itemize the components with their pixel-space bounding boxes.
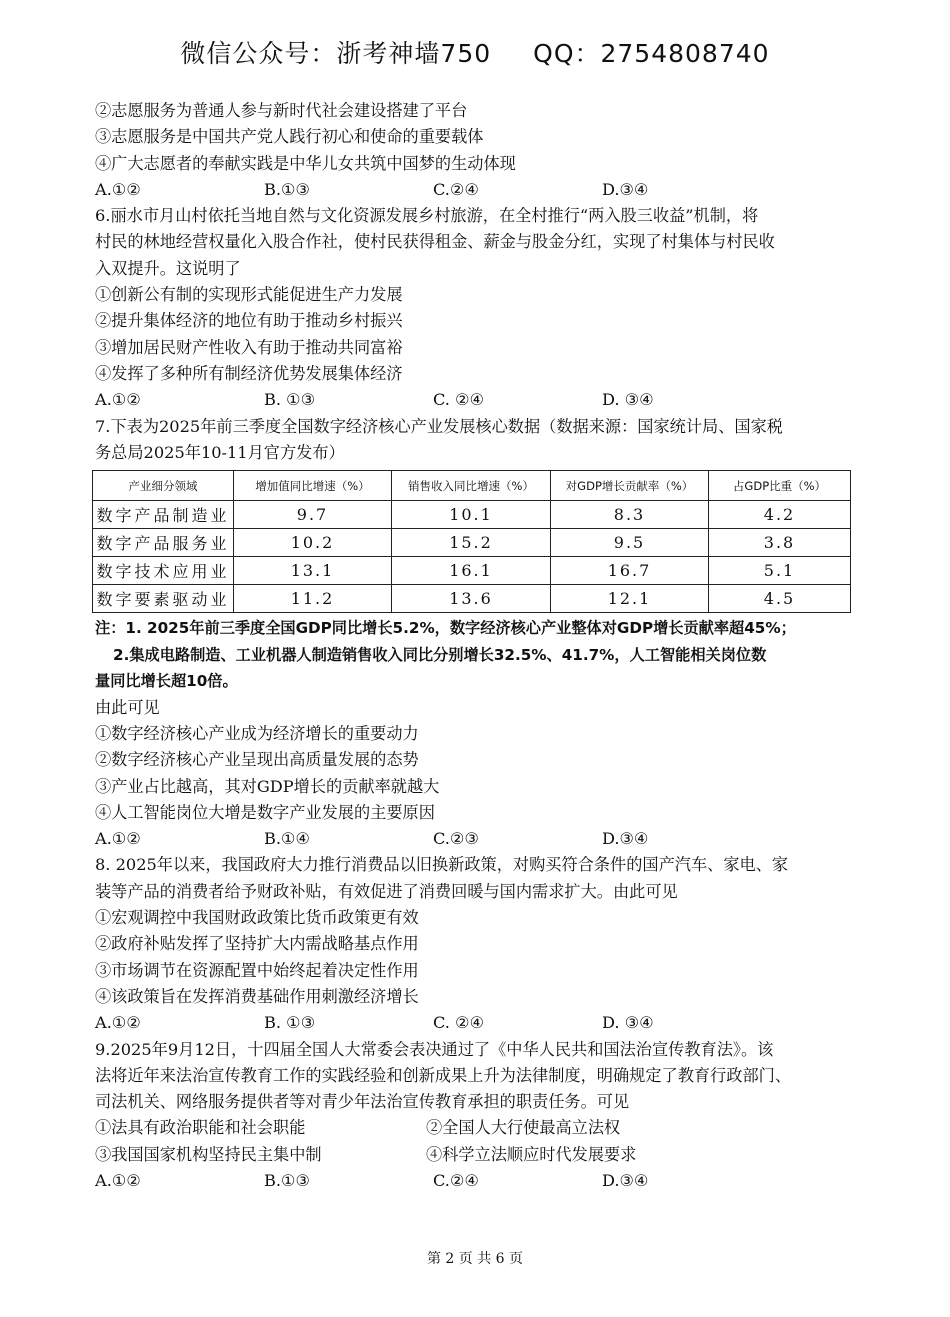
statement-pair	[95, 1142, 857, 1168]
statement: ②政府补贴发挥了坚持扩大内需战略基点作用	[95, 934, 419, 954]
question-stem: 务总局2025年10-11月官方发布）	[95, 442, 345, 462]
statement: ④广大志愿者的奉献实践是中华儿女共筑中国梦的生动体现	[95, 153, 516, 173]
question-6	[95, 203, 857, 413]
option-c: C.②③	[433, 829, 479, 849]
page-number: 第 2 页 共 6 页	[426, 1251, 524, 1267]
question-7	[95, 414, 857, 853]
answer-options	[95, 1168, 857, 1194]
note-line: 量同比增长超10倍。	[95, 672, 238, 691]
question-stem: 村民的林地经营权量化入股合作社，使村民获得租金、薪金与股金分红，实现了村集体与村民收	[95, 232, 775, 252]
page-header	[0, 34, 950, 70]
answer-options	[95, 1010, 857, 1036]
option-d: D.③④	[602, 1171, 649, 1190]
question-stem: 9.2025年9月12日，十四届全国人大常委会表决通过了《中华人民共和国法治宣传教育法》。该	[95, 1039, 774, 1059]
option-c: C.②④	[433, 1171, 479, 1190]
table-row	[93, 501, 851, 529]
data-table	[92, 470, 851, 613]
column-header: 占GDP比重（%）	[709, 471, 851, 501]
table-row	[93, 529, 851, 557]
question-stem: 6.丽水市月山村依托当地自然与文化资源发展乡村旅游，在全村推行“两入股三收益”机制，将	[95, 206, 759, 226]
table-cell: 11.2	[234, 585, 392, 613]
table-cell: 8.3	[551, 501, 709, 529]
option-d: D. ③④	[602, 390, 654, 410]
option-a: A.①②	[95, 1171, 141, 1190]
table-cell: 9.7	[234, 501, 392, 529]
statement: ①数字经济核心产业成为经济增长的重要动力	[95, 723, 419, 743]
table-cell: 数字产品制造业	[93, 501, 234, 529]
table-cell: 数字要素驱动业	[93, 585, 234, 613]
statement: ④该政策旨在发挥消费基础作用刺激经济增长	[95, 986, 419, 1006]
table-notes	[95, 615, 857, 695]
statement: ③志愿服务是中国共产党人践行初心和使命的重要载体	[95, 127, 484, 147]
option-b: B.①③	[264, 179, 311, 199]
wechat-account: 微信公众号：浙考神墙750	[180, 39, 492, 68]
statement: ④科学立法顺应时代发展要求	[426, 1144, 637, 1164]
statement: ③增加居民财产性收入有助于推动共同富裕	[95, 337, 403, 357]
option-b: B.①④	[264, 829, 311, 849]
statement: ②提升集体经济的地位有助于推动乡村振兴	[95, 311, 403, 331]
option-a: A.①②	[95, 1013, 141, 1033]
table-cell: 数字产品服务业	[93, 529, 234, 557]
question-stem: 法将近年来法治宣传教育工作的实践经验和创新成果上升为法律制度，明确规定了教育行政部门、	[95, 1065, 792, 1085]
statement: ②全国人大行使最高立法权	[426, 1118, 621, 1138]
statement-pair	[95, 1115, 857, 1141]
table-cell: 4.2	[709, 501, 851, 529]
statement: ①创新公有制的实现形式能促进生产力发展	[95, 285, 403, 305]
table-cell: 数字技术应用业	[93, 557, 234, 585]
option-d: D. ③④	[602, 1013, 654, 1033]
option-d: D.③④	[602, 829, 649, 849]
statement: ③我国国家机构坚持民主集中制	[95, 1144, 322, 1164]
qq-number: QQ：2754808740	[533, 39, 770, 68]
statement: ②数字经济核心产业呈现出高质量发展的态势	[95, 750, 419, 770]
question-stem: 7.下表为2025年前三季度全国数字经济核心产业发展核心数据（数据来源：国家统计局、国家税	[95, 416, 783, 436]
question-9	[95, 1037, 857, 1195]
table-cell: 12.1	[551, 585, 709, 613]
table-cell: 5.1	[709, 557, 851, 585]
table-cell: 13.6	[392, 585, 551, 613]
note-line: 注：1. 2025年前三季度全国GDP同比增长5.2%，数字经济核心产业整体对GDP增长贡献率超45%；	[95, 619, 796, 638]
table-cell: 15.2	[392, 529, 551, 557]
statement: ①法具有政治职能和社会职能	[95, 1118, 306, 1138]
table-cell: 9.5	[551, 529, 709, 557]
table-cell: 16.7	[551, 557, 709, 585]
option-c: C. ②④	[433, 1013, 485, 1033]
table-row	[93, 585, 851, 613]
note-line: 2.集成电路制造、工业机器人制造销售收入同比分别增长32.5%、41.7%，人工智能相关岗位数	[113, 645, 767, 664]
option-b: B. ①③	[264, 390, 316, 410]
answer-options	[95, 387, 857, 413]
question-lead: 由此可见	[95, 697, 160, 717]
table-cell: 13.1	[234, 557, 392, 585]
option-a: A.①②	[95, 179, 141, 199]
table-row	[93, 557, 851, 585]
statement: ③产业占比越高，其对GDP增长的贡献率就越大	[95, 776, 440, 796]
column-header: 销售收入同比增速（%）	[392, 471, 551, 501]
question-8	[95, 852, 857, 1036]
statement: ②志愿服务为普通人参与新时代社会建设搭建了平台	[95, 101, 468, 120]
table-cell: 4.5	[709, 585, 851, 613]
table-header-row	[93, 471, 851, 501]
option-c: C.②④	[433, 179, 479, 199]
column-header: 产业细分领域	[93, 471, 234, 501]
option-a: A.①②	[95, 829, 141, 849]
option-d: D.③④	[602, 179, 649, 199]
table-cell: 16.1	[392, 557, 551, 585]
option-a: A.①②	[95, 390, 141, 410]
table-cell: 3.8	[709, 529, 851, 557]
page-content	[95, 98, 857, 1194]
question-stem: 装等产品的消费者给予财政补贴，有效促进了消费回暖与国内需求扩大。由此可见	[95, 881, 678, 901]
table-cell: 10.2	[234, 529, 392, 557]
table-cell: 10.1	[392, 501, 551, 529]
column-header: 增加值同比增速（%）	[234, 471, 392, 501]
statement: ④发挥了多种所有制经济优势发展集体经济	[95, 363, 403, 383]
option-c: C. ②④	[433, 390, 485, 410]
question-stem: 司法机关、网络服务提供者等对青少年法治宣传教育承担的职责任务。可见	[95, 1092, 630, 1112]
option-b: B.①③	[264, 1171, 311, 1190]
answer-options	[95, 826, 857, 852]
option-b: B. ①③	[264, 1013, 316, 1033]
statement: ①宏观调控中我国财政政策比货币政策更有效	[95, 908, 419, 928]
question-stem: 8. 2025年以来，我国政府大力推行消费品以旧换新政策，对购买符合条件的国产汽车、家电、家	[95, 855, 789, 875]
question-stem: 入双提升。这说明了	[95, 258, 241, 278]
statement: ④人工智能岗位大增是数字产业发展的主要原因	[95, 802, 435, 822]
statement: ③市场调节在资源配置中始终起着决定性作用	[95, 960, 419, 980]
column-header: 对GDP增长贡献率（%）	[551, 471, 709, 501]
answer-options	[95, 177, 857, 203]
question-5-tail	[95, 98, 857, 203]
